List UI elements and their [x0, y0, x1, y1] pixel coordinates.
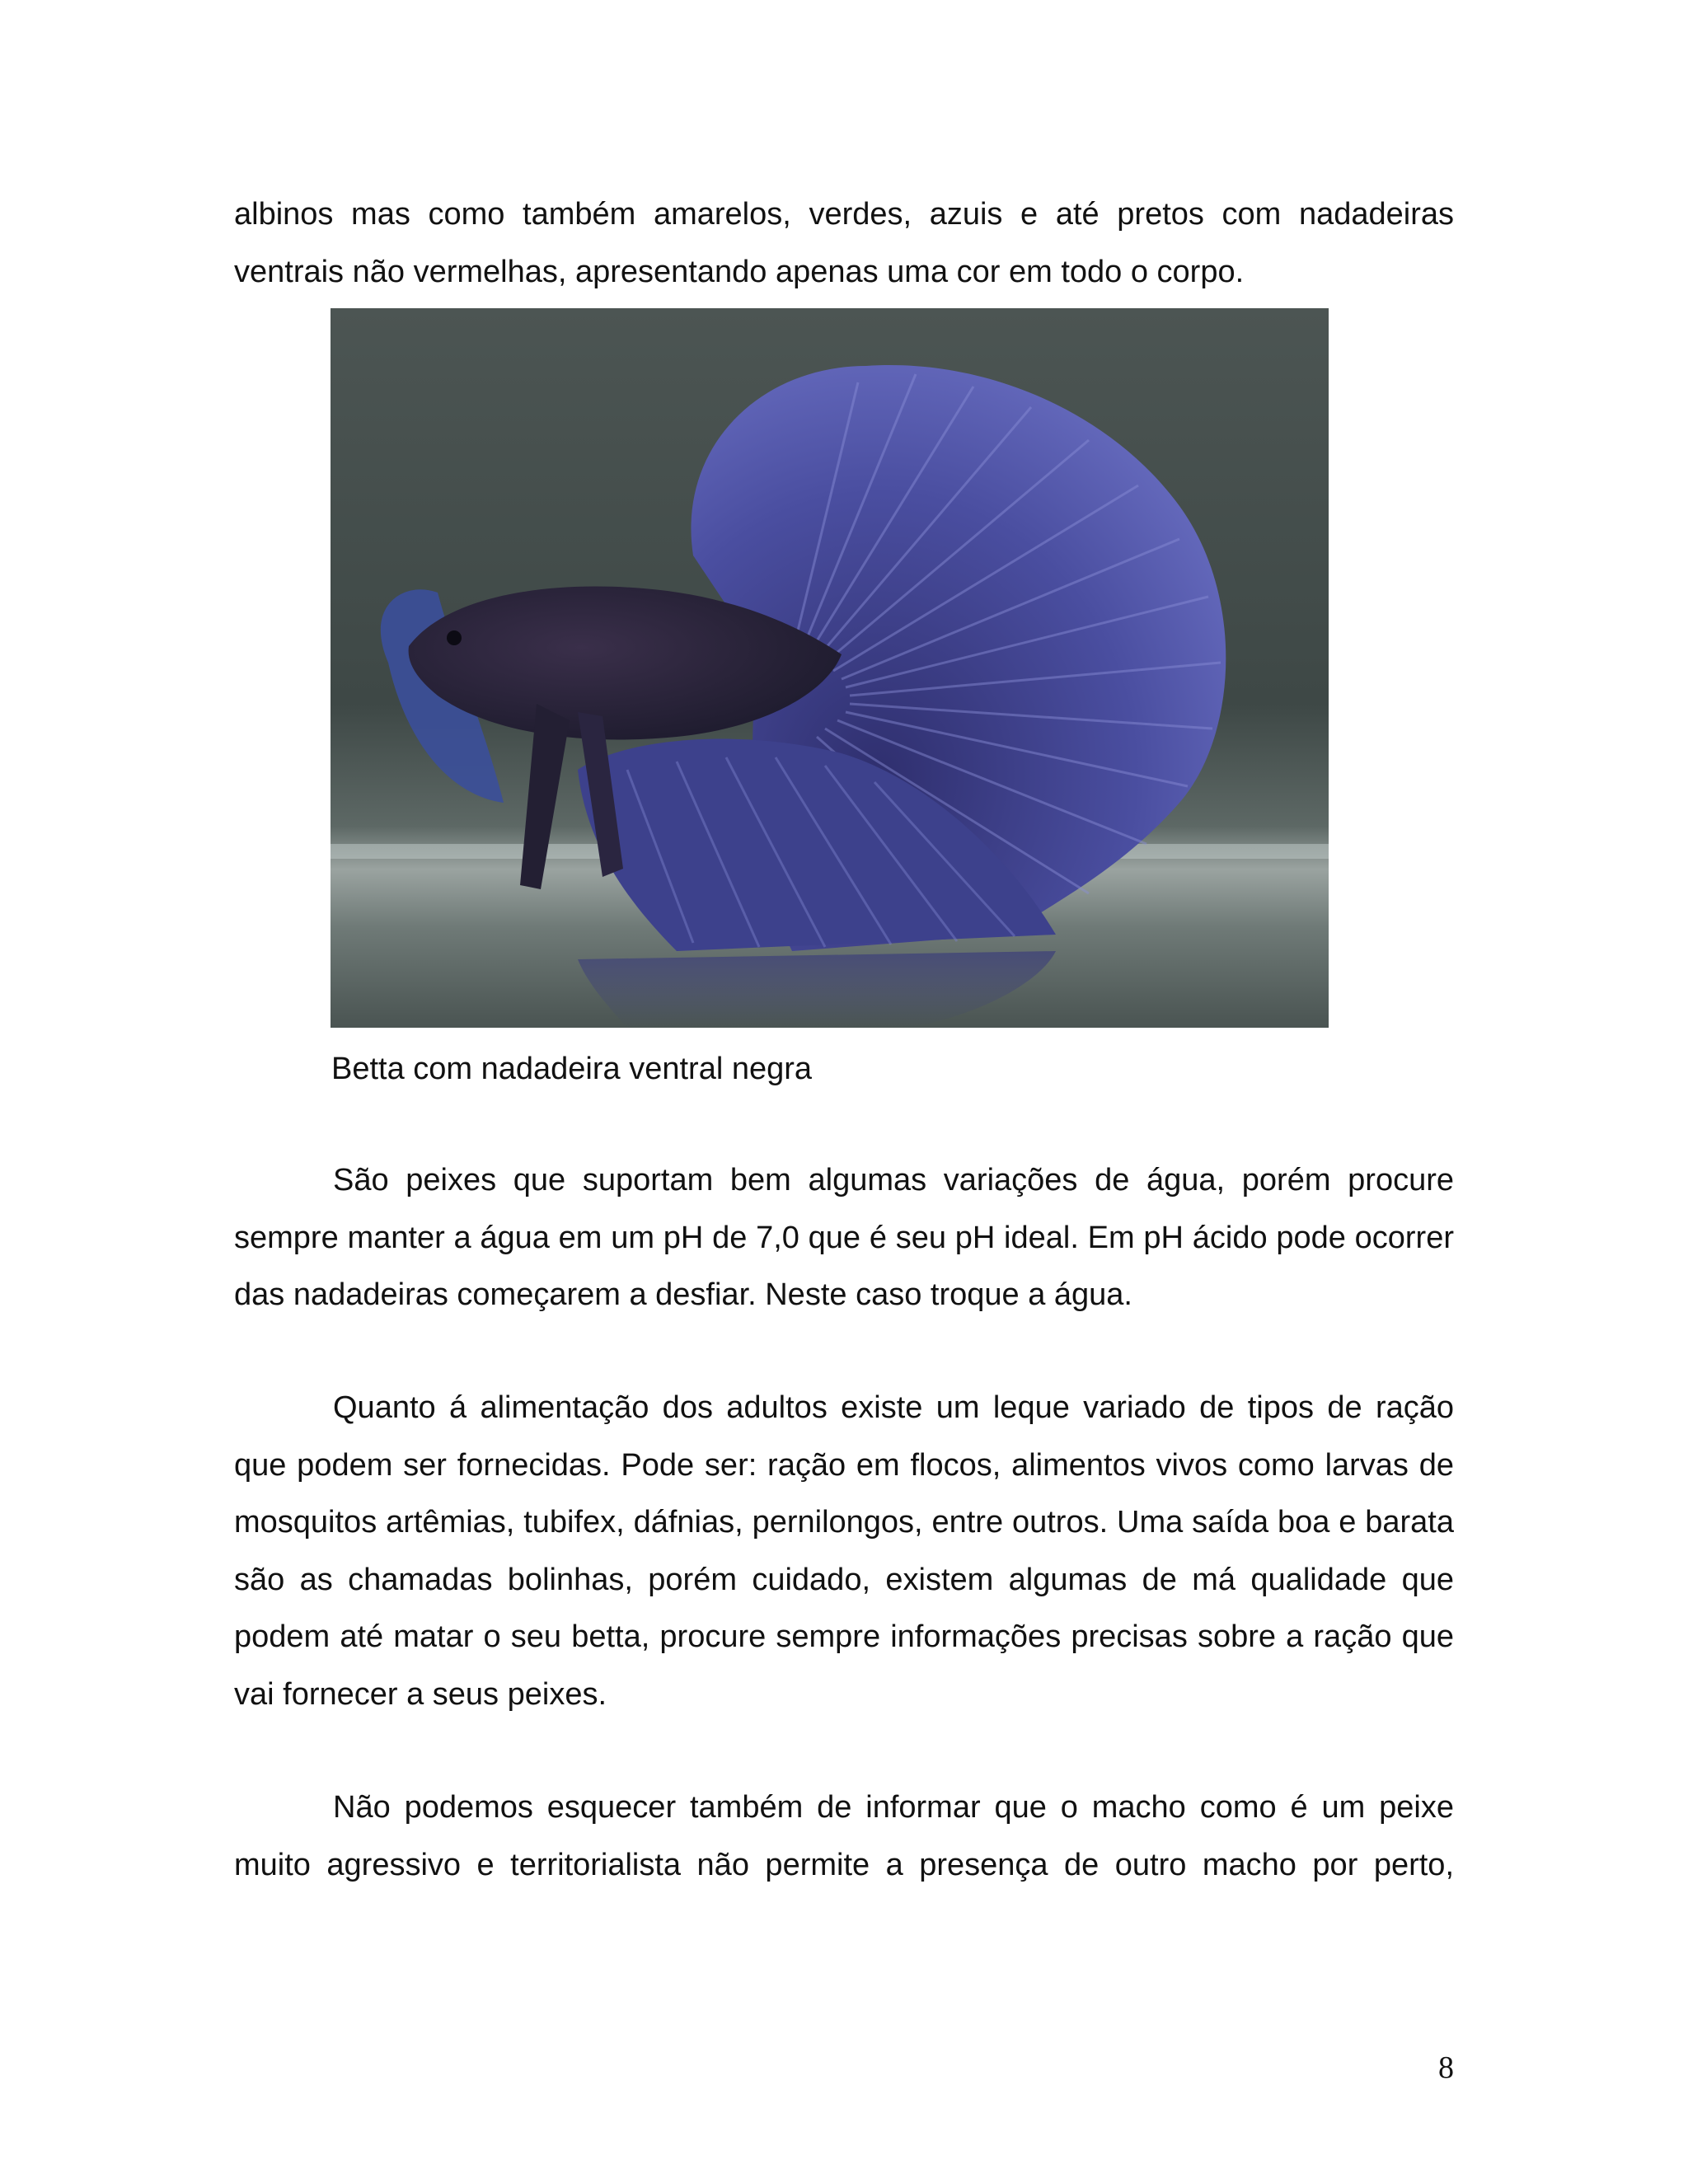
paragraph-top: albinos mas como também amarelos, verdes, azuis e até pretos com nadadeiras ventrais não vermelhas, apresentando apenas uma cor em todo o corpo. — [234, 197, 1454, 289]
betta-fish-photo — [331, 308, 1329, 1028]
paragraph-feeding: Quanto á alimentação dos adultos existe um leque variado de tipos de ração que podem ser fornecidas. Pode ser: ração em flocos, alimentos vivos como larvas de mosquitos artêmias, tubifex, dáfnias, pernilongos, entre outros. Uma saída boa e barata são as chamadas bolinhas, porém cuidado, existem algumas de má qualidade que podem até matar o seu betta, procure sempre informações precisas sobre a ração que vai fornecer a seus peixes. — [234, 1390, 1454, 1712]
paragraph-male-behavior: Não podemos esquecer também de informar que o macho como é um peixe muito agressivo e territorialista não permite a presença de outro macho por perto, — [234, 1790, 1454, 1882]
figure-caption: Betta com nadadeira ventral negra — [331, 1052, 813, 1086]
page-number: 8 — [1438, 2050, 1454, 2085]
betta-fish-illustration — [331, 308, 1329, 1028]
paragraph-water-quality: São peixes que suportam bem algumas variações de água, porém procure sempre manter a água em um pH de 7,0 que é seu pH ideal. Em pH ácido pode ocorrer das nadadeiras começarem a desfiar. Neste caso troque a água. — [234, 1163, 1454, 1312]
